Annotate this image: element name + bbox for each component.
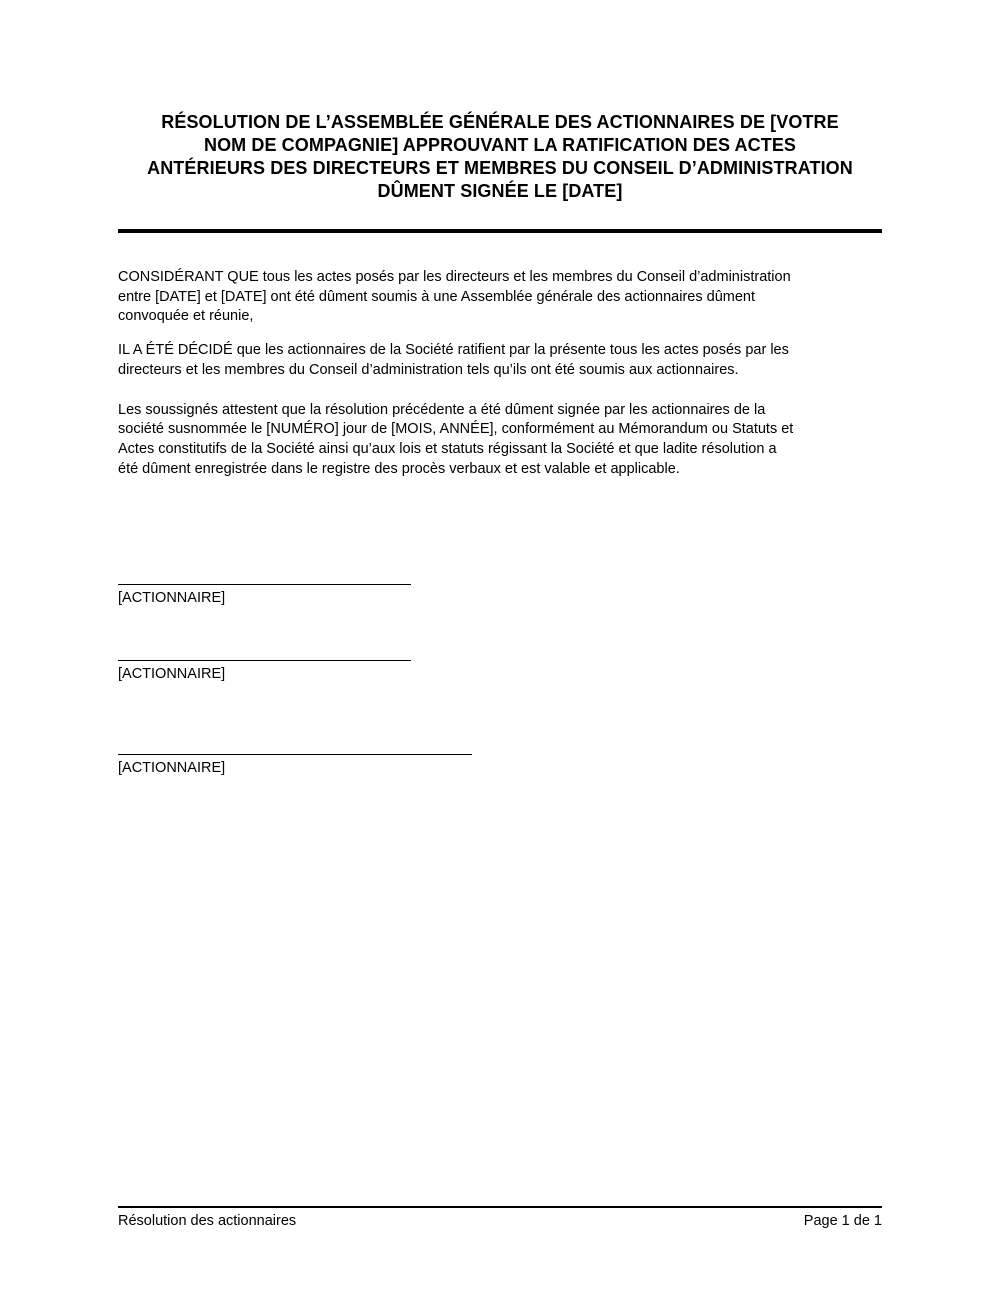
signature-label: [ACTIONNAIRE]	[118, 759, 226, 776]
signature-label: [ACTIONNAIRE]	[118, 666, 226, 683]
signature-line	[118, 660, 411, 661]
signature-line	[118, 754, 472, 755]
paragraph-line: convoquée et réunie,	[118, 308, 254, 325]
paragraph-attestation	[118, 401, 882, 480]
signature-label: [ACTIONNAIRE]	[118, 590, 226, 607]
paragraph-line: IL A ÉTÉ DÉCIDÉ que les actionnaires de la Société ratifient par la présente tous les actes posés par les	[118, 342, 789, 359]
title-divider-rule	[118, 229, 882, 233]
paragraph-line: Actes constitutifs de la Société ainsi qu’aux lois et statuts régissant la Société et que ladite résolution a	[118, 440, 777, 457]
paragraph-decision	[118, 341, 882, 380]
page-footer	[118, 1206, 882, 1231]
paragraph-line: Les soussignés attestent que la résolution précédente a été dûment signée par les actionnaires de la	[118, 401, 766, 418]
signature-block-3	[118, 754, 882, 779]
title-line: ANTÉRIEURS DES DIRECTEURS ET MEMBRES DU CONSEIL D’ADMINISTRATION	[147, 158, 853, 178]
footer-divider-rule	[118, 1206, 882, 1208]
footer-document-name: Résolution des actionnaires	[118, 1213, 297, 1229]
title-line: NOM DE COMPAGNIE] APPROUVANT LA RATIFICATION DES ACTES	[203, 135, 797, 155]
signature-block-2	[118, 660, 882, 685]
paragraph-line: société susnommée le [NUMÉRO] jour de [MOIS, ANNÉE], conformément au Mémorandum ou Statuts et	[118, 421, 794, 438]
paragraph-considerant	[118, 268, 882, 327]
paragraph-line: entre [DATE] et [DATE] ont été dûment soumis à une Assemblée générale des actionnaires dûment	[118, 288, 756, 305]
title-line: DÛMENT SIGNÉE LE [DATE]	[377, 181, 623, 201]
paragraph-line: été dûment enregistrée dans le registre des procès verbaux et est valable et applicable.	[118, 460, 680, 477]
paragraph-line: CONSIDÉRANT QUE tous les actes posés par les directeurs et les membres du Conseil d’administration	[118, 269, 791, 285]
paragraph-line: directeurs et les membres du Conseil d’administration tels qu’ils ont été soumis aux actionnaires.	[118, 361, 739, 378]
signature-line	[118, 584, 411, 585]
document-title	[118, 111, 882, 203]
title-line: RÉSOLUTION DE L’ASSEMBLÉE GÉNÉRALE DES ACTIONNAIRES DE [VOTRE	[161, 112, 839, 132]
signature-block-1	[118, 584, 882, 609]
footer-page-number: Page 1 de 1	[803, 1213, 882, 1229]
